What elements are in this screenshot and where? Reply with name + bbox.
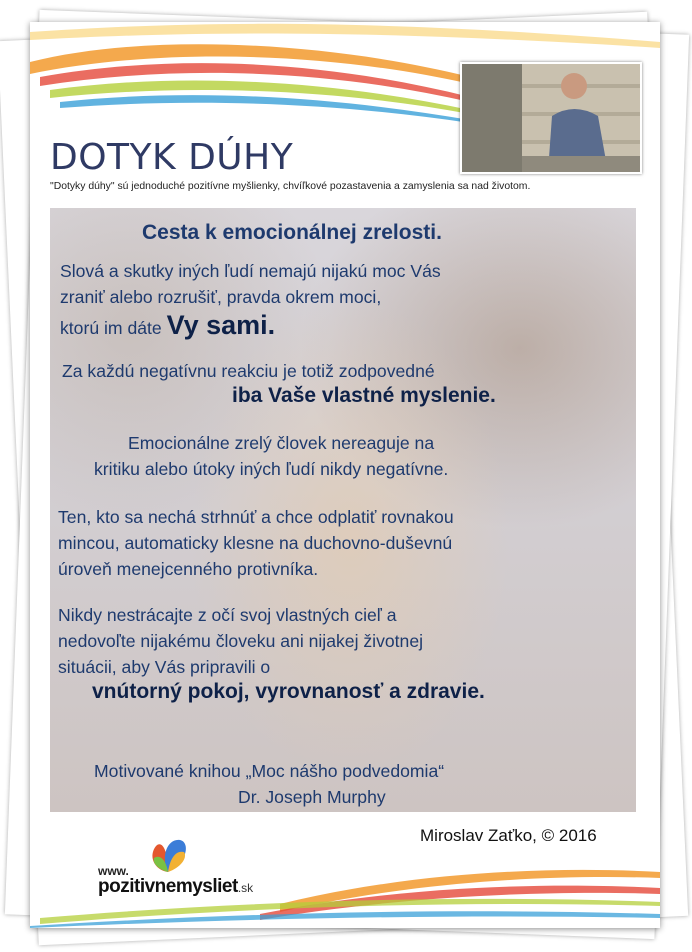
logo-tld: .sk (237, 881, 254, 895)
author-photo (460, 62, 642, 174)
paragraph-1-line-1: Slová a skutky iných ľudí nemajú nijakú moc Vás (60, 261, 441, 281)
paragraph-4-line-1: Ten, kto sa nechá strhnúť a chce odplatiť rovnakou (58, 507, 454, 527)
headline: Cesta k emocionálnej zrelosti. (142, 221, 442, 244)
paragraph-4-line-2: mincou, automaticky klesne na duchovno-duševnú (58, 533, 453, 553)
brand-title: DOTYK DÚHY (50, 137, 294, 178)
site-logo[interactable] (98, 836, 358, 906)
paragraph-1-line-3 (60, 312, 275, 341)
paragraph-3-line-1: Emocionálne zrelý človek nereaguje na (128, 433, 435, 453)
paragraph-4-line-3: úroveň menejcenného protivníka. (58, 559, 319, 579)
paragraph-2-emphasis: iba Vaše vlastné myslenie. (232, 384, 496, 407)
paragraph-1-line-2: zraniť alebo rozrušiť, pravda okrem moci, (60, 287, 382, 307)
poster-sheet (30, 22, 660, 928)
paragraph-5-line-1: Nikdy nestrácajte z očí svoj vlastných cieľ a (58, 605, 397, 625)
butterfly-icon (146, 836, 192, 874)
paragraph-5-line-2: nedovoľte nijakému človeku ani nijakej životnej (58, 631, 424, 651)
paragraph-3-line-2: kritiku alebo útoky iných ľudí nikdy negatívne. (94, 459, 449, 479)
logo-www: www. (98, 864, 129, 878)
paragraph-5-emphasis: vnútorný pokoj, vyrovnanosť a zdravie. (92, 680, 485, 703)
logo-name-text: pozitivnemysliet (98, 876, 238, 897)
logo-name (98, 876, 253, 898)
paragraph-1-line-3-prefix: ktorú im dáte (60, 318, 167, 338)
author-copyright: Miroslav Zaťko, © 2016 (420, 826, 597, 845)
paragraph-2-line-1: Za každú negatívnu reakciu je totiž zodpovedné (62, 361, 435, 381)
paragraph-5-line-3: situácii, aby Vás pripravili o (58, 657, 271, 677)
quote-panel (50, 208, 636, 812)
tagline: "Dotyky dúhy" sú jednoduché pozitívne myšlienky, chvíľkové pozastavenia a zamyslenia sa nad životom. (50, 181, 531, 192)
credit-book: Motivované knihou „Moc nášho podvedomia“ (94, 761, 445, 781)
credit-author: Dr. Joseph Murphy (238, 787, 386, 807)
emphasis-vy-sami: Vy sami. (166, 310, 276, 340)
